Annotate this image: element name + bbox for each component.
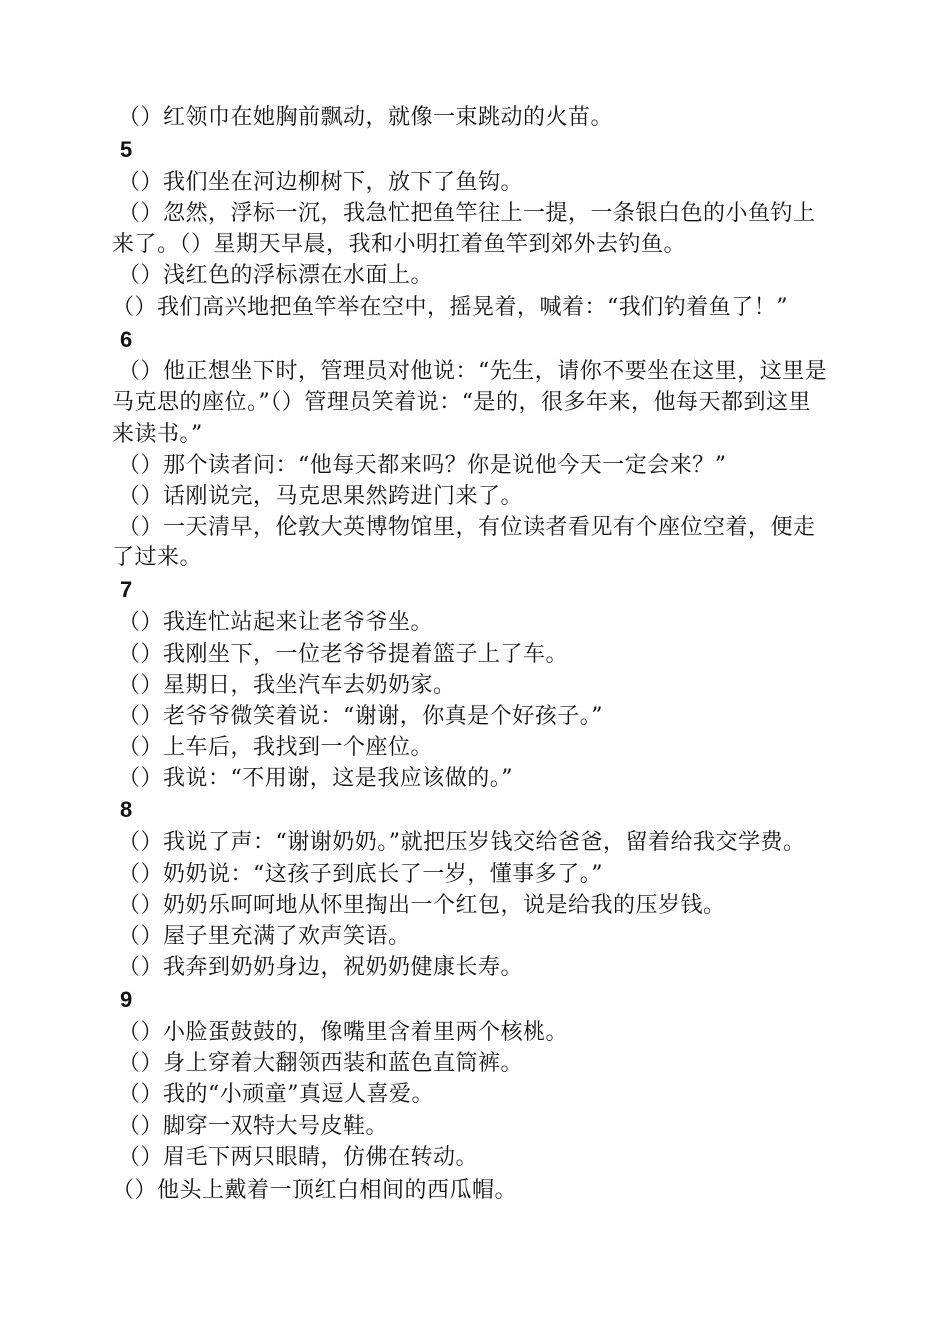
sentence-line: （）奶奶乐呵呵地从怀里掏出一个红包，说是给我的压岁钱。: [118, 893, 726, 918]
section-number: 6: [120, 327, 133, 352]
section-number: 5: [120, 137, 133, 162]
sentence-line: （）眉毛下两只眼睛，仿佛在转动。: [118, 1145, 479, 1170]
sentence-line: （）那个读者问：“他每天都来吗？你是说他今天一定会来？”: [118, 453, 727, 478]
sentence-line: 来了。（）星期天早晨，我和小明扛着鱼竿到郊外去钓鱼。: [112, 232, 687, 257]
sentence-line: （）脚穿一双特大号皮鞋。: [118, 1114, 389, 1139]
sentence-line: （）奶奶说：“这孩子到底长了一岁，懂事多了。”: [118, 862, 603, 887]
section-number: 9: [120, 987, 133, 1012]
sentence-line: （）他正想坐下时，管理员对他说：“先生，请你不要坐在这里，这里是: [118, 359, 828, 384]
sentence-line: （）我奔到奶奶身边，祝奶奶健康长寿。: [118, 955, 524, 980]
sentence-line: （）红领巾在她胸前飘动，就像一束跳动的火苗。: [118, 105, 614, 130]
sentence-line: 了过来。: [112, 545, 203, 570]
sentence-line: （）忽然，浮标一沉，我急忙把鱼竿往上一提，一条银白色的小鱼钓上: [118, 201, 816, 226]
sentence-line: （）老爷爷微笑着说：“谢谢，你真是个好孩子。”: [118, 704, 603, 729]
sentence-line: （）星期日，我坐汽车去奶奶家。: [118, 673, 456, 698]
sentence-line: （）一天清早，伦敦大英博物馆里，有位读者看见有个座位空着，便走: [118, 515, 816, 540]
sentence-line: （）我们坐在河边柳树下，放下了鱼钩。: [118, 170, 524, 195]
sentence-line: （）话刚说完，马克思果然跨进门来了。: [118, 484, 524, 509]
sentence-line: 马克思的座位。”（）管理员笑着说：“是的，很多年来，他每天都到这里: [112, 390, 811, 415]
sentence-line: （）我连忙站起来让老爷爷坐。: [118, 610, 434, 635]
section-number: 8: [120, 797, 133, 822]
sentence-line: （）浅红色的浮标漂在水面上。: [118, 263, 434, 288]
sentence-line: （）他头上戴着一顶红白相间的西瓜帽。: [112, 1178, 518, 1203]
sentence-line: （）小脸蛋鼓鼓的，像嘴里含着里两个核桃。: [118, 1020, 569, 1045]
sentence-line: （）我们高兴地把鱼竿举在空中，摇晃着，喊着：“我们钓着鱼了！”: [112, 295, 788, 320]
sentence-line: （）我刚坐下，一位老爷爷提着篮子上了车。: [118, 642, 569, 667]
sentence-line: 来读书。”: [112, 422, 203, 447]
sentence-line: （）我说：“不用谢，这是我应该做的。”: [118, 766, 513, 791]
sentence-line: （）身上穿着大翻领西装和蓝色直筒裤。: [118, 1051, 524, 1076]
sentence-line: （）我说了声：“谢谢奶奶。”就把压岁钱交给爸爸，留着给我交学费。: [118, 830, 806, 855]
sentence-line: （）上车后，我找到一个座位。: [118, 735, 434, 760]
sentence-line: （）我的“小顽童”真逗人喜爱。: [118, 1082, 434, 1107]
section-number: 7: [120, 577, 133, 602]
sentence-line: （）屋子里充满了欢声笑语。: [118, 924, 411, 949]
